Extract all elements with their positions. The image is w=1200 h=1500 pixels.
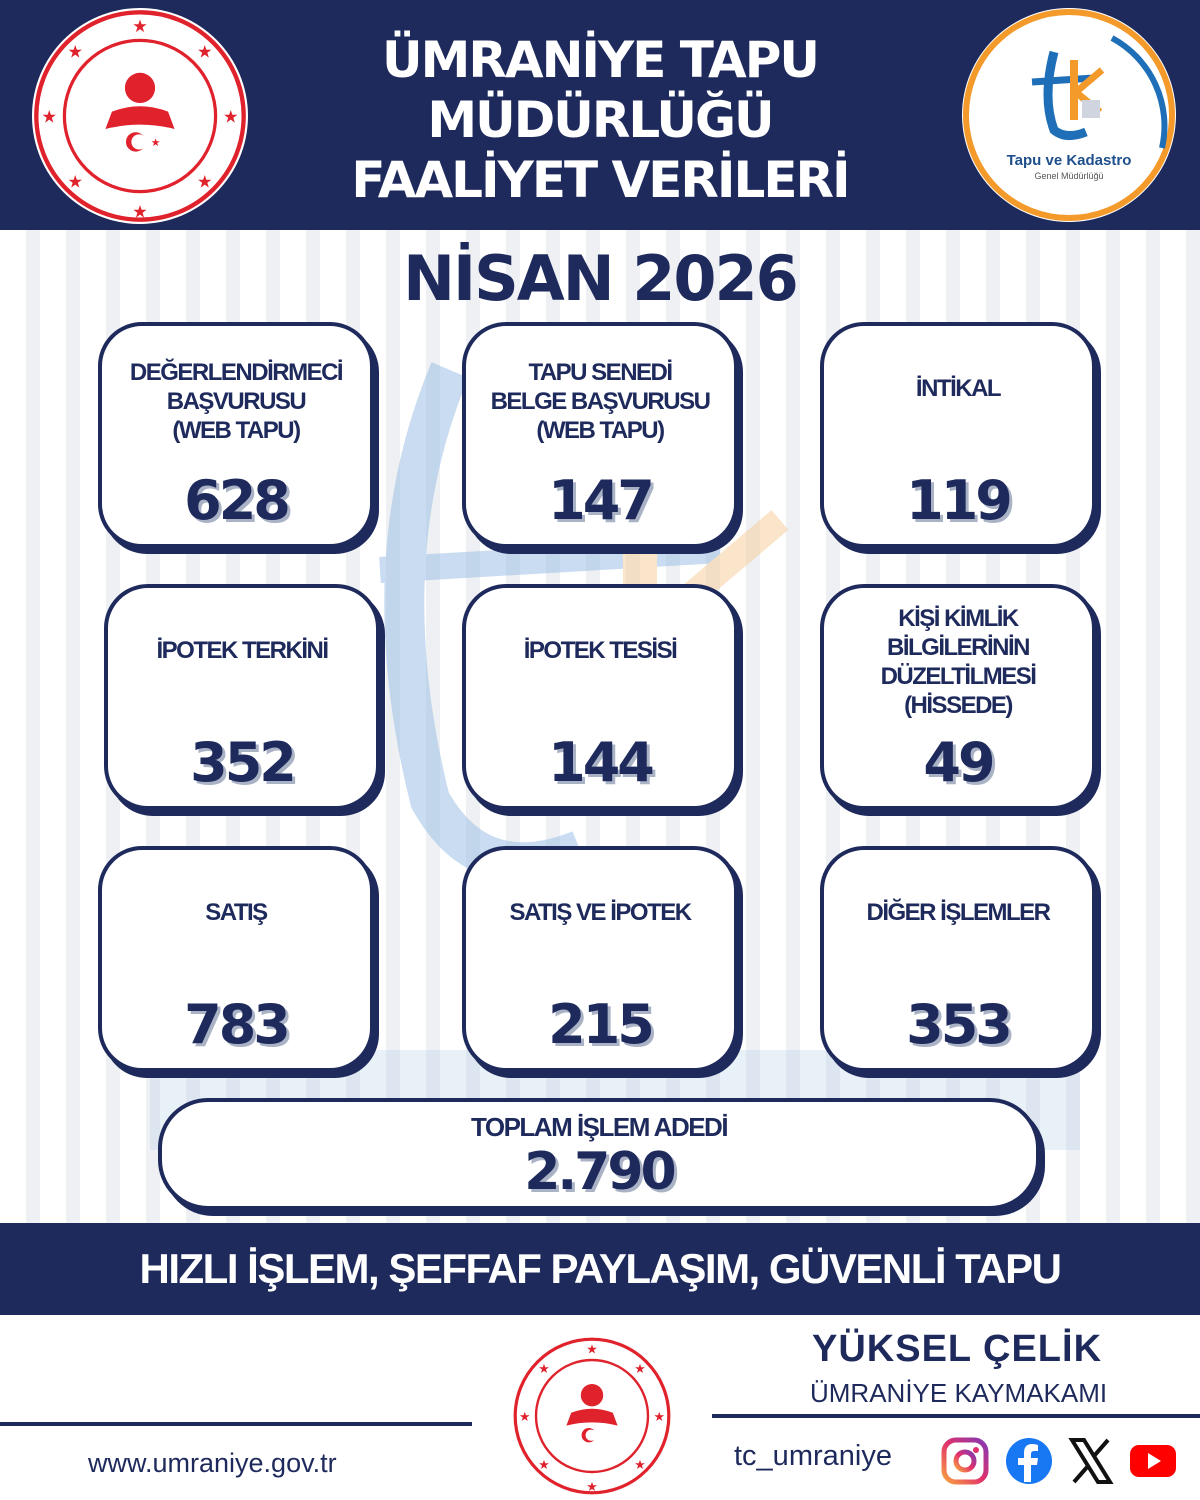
youtube-icon[interactable] <box>1128 1436 1178 1486</box>
card-value: 353 <box>906 993 1010 1056</box>
card-label: İPOTEK TERKİNİ <box>156 637 328 664</box>
stat-card-ipotek-terkini <box>104 584 380 810</box>
stat-card-degerlendirmeci <box>98 322 374 548</box>
x-icon[interactable] <box>1066 1436 1116 1486</box>
svg-text:★: ★ <box>132 16 148 37</box>
header-title <box>300 30 900 210</box>
tapu-kadastro-logo <box>962 8 1176 222</box>
svg-text:★: ★ <box>41 107 58 128</box>
stat-card-satis-ve-ipotek <box>462 846 738 1072</box>
stat-card-diger-islemler <box>820 846 1096 1072</box>
card-value: 628 <box>184 469 288 532</box>
svg-text:★: ★ <box>586 1480 598 1496</box>
svg-text:★: ★ <box>653 1409 665 1425</box>
website-link[interactable]: www.umraniye.gov.tr <box>88 1448 337 1478</box>
total-label: TOPLAM İŞLEM ADEDİ <box>470 1112 728 1142</box>
svg-text:★: ★ <box>222 107 239 128</box>
svg-text:★: ★ <box>538 1457 550 1473</box>
card-label: DİĞER İŞLEMLER <box>866 899 1050 926</box>
card-label: SATIŞ VE İPOTEK <box>509 899 691 926</box>
stat-card-tapu-senedi <box>462 322 738 548</box>
card-label: İPOTEK TESİSİ <box>523 637 677 664</box>
stat-card-intikal <box>820 322 1096 548</box>
stat-card-kimlik-duzeltme <box>820 584 1096 810</box>
svg-text:★: ★ <box>634 1457 646 1473</box>
header-title-line-3: FAALİYET VERİLERİ <box>351 151 849 209</box>
svg-text:★: ★ <box>586 1342 598 1358</box>
svg-text:★: ★ <box>67 42 83 63</box>
card-label: İNTİKAL <box>915 375 1001 402</box>
svg-text:★: ★ <box>519 1409 531 1425</box>
svg-text:★: ★ <box>538 1361 550 1377</box>
svg-text:★: ★ <box>634 1361 646 1377</box>
stat-card-satis <box>98 846 374 1072</box>
header-title-line-1: ÜMRANİYE TAPU <box>382 31 818 89</box>
card-value: 144 <box>548 731 652 794</box>
header-banner <box>0 0 1200 230</box>
stat-card-ipotek-tesisi <box>462 584 738 810</box>
facebook-icon[interactable] <box>1004 1436 1054 1486</box>
footer-divider-right <box>712 1414 1200 1418</box>
total-card <box>158 1098 1040 1210</box>
slogan-banner: HIZLI İŞLEM, ŞEFFAF PAYLAŞIM, GÜVENLİ TAPU <box>0 1223 1200 1315</box>
card-value: 352 <box>190 731 294 794</box>
svg-text:★: ★ <box>132 202 148 223</box>
svg-text:★: ★ <box>197 42 213 63</box>
card-label: SATIŞ <box>205 899 267 926</box>
total-value: 2.790 <box>524 1142 674 1202</box>
card-value: 119 <box>906 469 1010 532</box>
tapu-kadastro-logo-icon <box>962 8 1176 222</box>
instagram-icon[interactable] <box>940 1436 990 1486</box>
footer-divider-left <box>0 1422 472 1426</box>
social-handle[interactable]: tc_umraniye <box>734 1440 892 1472</box>
kaymakamlik-seal-icon <box>32 8 248 224</box>
governor-name: YÜKSEL ÇELİK <box>812 1328 1103 1370</box>
tk-logo-subtitle: Genel Müdürlüğü <box>1034 171 1104 181</box>
kaymakamlik-seal-icon <box>512 1336 672 1496</box>
card-value: 49 <box>923 731 993 794</box>
card-value: 215 <box>548 993 652 1056</box>
governor-title: ÜMRANİYE KAYMAKAMI <box>810 1378 1108 1408</box>
svg-text:★: ★ <box>197 172 213 193</box>
card-label: TAPU SENEDİ BELGE BAŞVURUSU (WEB TAPU) <box>490 359 710 444</box>
svg-text:★: ★ <box>150 136 161 150</box>
tk-logo-name: Tapu ve Kadastro <box>1006 152 1132 169</box>
period-title: NİSAN 2026 <box>403 242 797 315</box>
header-title-line-2: MÜDÜRLÜĞÜ <box>427 91 773 149</box>
card-value: 147 <box>548 469 652 532</box>
card-label: DEĞERLENDİRMECİ BAŞVURUSU (WEB TAPU) <box>129 359 343 444</box>
svg-text:★: ★ <box>67 172 83 193</box>
card-label: KİŞİ KİMLİK BİLGİLERİNİN DÜZELTİLMESİ (HİSSEDE) <box>880 605 1036 719</box>
card-value: 783 <box>184 993 288 1056</box>
